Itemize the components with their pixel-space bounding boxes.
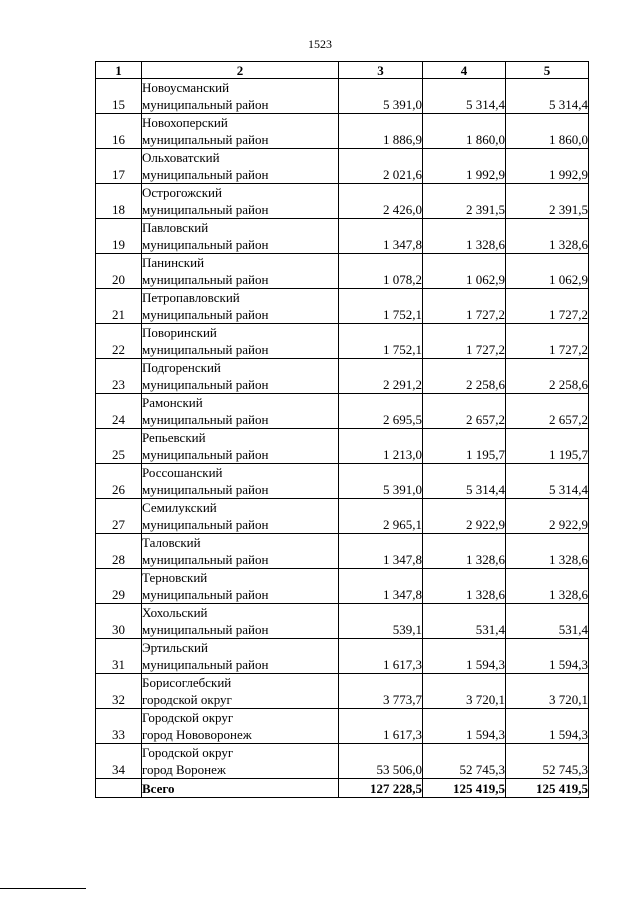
district-name-cell: [142, 289, 339, 324]
row-number: 28: [96, 534, 142, 569]
value-cell-1: 2 426,0: [339, 184, 423, 219]
district-name-cell: [142, 114, 339, 149]
district-name-line-2: муниципальный район: [142, 272, 269, 287]
district-name-cell: [142, 534, 339, 569]
value-cell-1: 1 617,3: [339, 709, 423, 744]
table-row: [96, 604, 589, 639]
district-name-line-2: муниципальный район: [142, 657, 269, 672]
value-cell-1: 1 347,8: [339, 219, 423, 254]
row-number: 26: [96, 464, 142, 499]
table-row: [96, 674, 589, 709]
district-name-line-2: город Воронеж: [142, 762, 226, 777]
total-value-2: 125 419,5: [423, 779, 506, 798]
district-name-cell: [142, 604, 339, 639]
value-cell-3: 52 745,3: [506, 744, 589, 779]
total-row: [96, 779, 589, 798]
value-cell-1: 1 752,1: [339, 324, 423, 359]
district-name-line-1: Новоусманский: [142, 80, 230, 95]
district-name-cell: [142, 639, 339, 674]
value-cell-2: 2 922,9: [423, 499, 506, 534]
table-row: [96, 289, 589, 324]
table-row: [96, 569, 589, 604]
district-name-cell: [142, 79, 339, 114]
district-name-cell: [142, 569, 339, 604]
value-cell-2: 1 860,0: [423, 114, 506, 149]
value-cell-3: 1 594,3: [506, 709, 589, 744]
column-header-value-2: 4: [423, 62, 506, 79]
district-name-cell: [142, 709, 339, 744]
district-name-line-1: Городской округ: [142, 745, 234, 760]
value-cell-3: 1 727,2: [506, 324, 589, 359]
page-number: 1523: [308, 37, 332, 51]
value-cell-1: 53 506,0: [339, 744, 423, 779]
table-row: [96, 79, 589, 114]
value-cell-3: 5 314,4: [506, 79, 589, 114]
value-cell-3: 1 992,9: [506, 149, 589, 184]
district-name-line-1: Петропавловский: [142, 290, 240, 305]
value-cell-3: 3 720,1: [506, 674, 589, 709]
district-name-line-1: Репьевский: [142, 430, 206, 445]
district-name-line-1: Борисоглебский: [142, 675, 232, 690]
table-row: [96, 114, 589, 149]
footnote-separator: [0, 888, 86, 889]
row-number: 15: [96, 79, 142, 114]
district-name-cell: [142, 429, 339, 464]
row-number: 21: [96, 289, 142, 324]
value-cell-2: 2 391,5: [423, 184, 506, 219]
row-number: 17: [96, 149, 142, 184]
district-name-line-2: муниципальный район: [142, 97, 269, 112]
total-label: Всего: [142, 779, 339, 798]
district-name-cell: [142, 674, 339, 709]
district-name-line-2: городской округ: [142, 692, 232, 707]
total-number-cell: [96, 779, 142, 798]
value-cell-1: 1 752,1: [339, 289, 423, 324]
row-number: 32: [96, 674, 142, 709]
value-cell-3: 1 727,2: [506, 289, 589, 324]
row-number: 20: [96, 254, 142, 289]
row-number: 27: [96, 499, 142, 534]
value-cell-2: 2 258,6: [423, 359, 506, 394]
value-cell-3: 1 594,3: [506, 639, 589, 674]
district-name-line-2: муниципальный район: [142, 167, 269, 182]
value-cell-1: 2 965,1: [339, 499, 423, 534]
district-name-line-1: Рамонский: [142, 395, 203, 410]
table-row: [96, 254, 589, 289]
district-name-line-1: Павловский: [142, 220, 209, 235]
value-cell-2: 1 328,6: [423, 569, 506, 604]
district-name-line-1: Хохольский: [142, 605, 208, 620]
table-row: [96, 534, 589, 569]
total-value-3: 125 419,5: [506, 779, 589, 798]
table-row: [96, 464, 589, 499]
value-cell-1: 3 773,7: [339, 674, 423, 709]
table-header-row: [96, 62, 589, 79]
value-cell-2: 1 594,3: [423, 639, 506, 674]
value-cell-1: 1 347,8: [339, 534, 423, 569]
value-cell-2: 1 328,6: [423, 219, 506, 254]
row-number: 16: [96, 114, 142, 149]
district-name-cell: [142, 464, 339, 499]
district-name-line-2: муниципальный район: [142, 377, 269, 392]
value-cell-1: 1 617,3: [339, 639, 423, 674]
district-name-line-2: муниципальный район: [142, 412, 269, 427]
district-name-line-1: Городской округ: [142, 710, 234, 725]
district-name-cell: [142, 254, 339, 289]
district-name-line-1: Острогожский: [142, 185, 222, 200]
table-row: [96, 744, 589, 779]
value-cell-1: 1 347,8: [339, 569, 423, 604]
row-number: 29: [96, 569, 142, 604]
district-name-cell: [142, 394, 339, 429]
value-cell-2: 1 062,9: [423, 254, 506, 289]
table-row: [96, 324, 589, 359]
row-number: 23: [96, 359, 142, 394]
column-header-value-1: 3: [339, 62, 423, 79]
column-header-number: 1: [96, 62, 142, 79]
district-name-line-1: Подгоренский: [142, 360, 221, 375]
value-cell-1: 2 291,2: [339, 359, 423, 394]
value-cell-3: 531,4: [506, 604, 589, 639]
district-name-cell: [142, 324, 339, 359]
value-cell-3: 1 062,9: [506, 254, 589, 289]
district-name-cell: [142, 359, 339, 394]
row-number: 34: [96, 744, 142, 779]
district-name-line-2: муниципальный район: [142, 517, 269, 532]
district-name-cell: [142, 219, 339, 254]
value-cell-2: 1 195,7: [423, 429, 506, 464]
district-name-line-1: Таловский: [142, 535, 201, 550]
district-name-line-2: муниципальный район: [142, 622, 269, 637]
value-cell-2: 1 727,2: [423, 324, 506, 359]
district-name-line-2: муниципальный район: [142, 342, 269, 357]
column-header-value-3: 5: [506, 62, 589, 79]
district-name-line-2: муниципальный район: [142, 132, 269, 147]
total-value-1: 127 228,5: [339, 779, 423, 798]
district-name-cell: [142, 184, 339, 219]
district-name-cell: [142, 744, 339, 779]
value-cell-3: 2 258,6: [506, 359, 589, 394]
value-cell-1: 1 213,0: [339, 429, 423, 464]
district-name-line-1: Поворинский: [142, 325, 217, 340]
value-cell-1: 1 886,9: [339, 114, 423, 149]
table-row: [96, 499, 589, 534]
district-name-line-2: муниципальный район: [142, 202, 269, 217]
district-name-line-2: муниципальный район: [142, 237, 269, 252]
value-cell-1: 1 078,2: [339, 254, 423, 289]
value-cell-2: 531,4: [423, 604, 506, 639]
value-cell-3: 1 328,6: [506, 534, 589, 569]
value-cell-1: 2 695,5: [339, 394, 423, 429]
table-row: [96, 219, 589, 254]
table-body: [96, 79, 589, 798]
value-cell-3: 2 391,5: [506, 184, 589, 219]
value-cell-3: 2 657,2: [506, 394, 589, 429]
value-cell-2: 5 314,4: [423, 464, 506, 499]
value-cell-2: 52 745,3: [423, 744, 506, 779]
value-cell-2: 1 727,2: [423, 289, 506, 324]
table-row: [96, 184, 589, 219]
district-name-cell: [142, 499, 339, 534]
value-cell-3: 1 860,0: [506, 114, 589, 149]
column-header-name: 2: [142, 62, 339, 79]
value-cell-2: 5 314,4: [423, 79, 506, 114]
value-cell-3: 1 195,7: [506, 429, 589, 464]
value-cell-3: 5 314,4: [506, 464, 589, 499]
table-row: [96, 149, 589, 184]
row-number: 24: [96, 394, 142, 429]
value-cell-3: 2 922,9: [506, 499, 589, 534]
row-number: 18: [96, 184, 142, 219]
budget-table: [95, 61, 589, 798]
value-cell-3: 1 328,6: [506, 219, 589, 254]
table-row: [96, 394, 589, 429]
district-name-line-1: Россошанский: [142, 465, 223, 480]
district-name-line-2: город Нововоронеж: [142, 727, 252, 742]
district-name-line-2: муниципальный район: [142, 482, 269, 497]
district-name-line-2: муниципальный район: [142, 447, 269, 462]
row-number: 25: [96, 429, 142, 464]
district-name-line-1: Ольховатский: [142, 150, 220, 165]
row-number: 22: [96, 324, 142, 359]
district-name-line-2: муниципальный район: [142, 587, 269, 602]
district-name-line-2: муниципальный район: [142, 552, 269, 567]
value-cell-1: 2 021,6: [339, 149, 423, 184]
value-cell-2: 1 328,6: [423, 534, 506, 569]
value-cell-1: 539,1: [339, 604, 423, 639]
table-row: [96, 709, 589, 744]
row-number: 31: [96, 639, 142, 674]
table-row: [96, 429, 589, 464]
district-name-line-1: Панинский: [142, 255, 205, 270]
district-name-cell: [142, 149, 339, 184]
row-number: 30: [96, 604, 142, 639]
row-number: 33: [96, 709, 142, 744]
district-name-line-1: Семилукский: [142, 500, 217, 515]
table-row: [96, 359, 589, 394]
value-cell-2: 3 720,1: [423, 674, 506, 709]
row-number: 19: [96, 219, 142, 254]
value-cell-2: 2 657,2: [423, 394, 506, 429]
value-cell-1: 5 391,0: [339, 464, 423, 499]
value-cell-3: 1 328,6: [506, 569, 589, 604]
value-cell-2: 1 992,9: [423, 149, 506, 184]
value-cell-2: 1 594,3: [423, 709, 506, 744]
district-name-line-1: Новохоперский: [142, 115, 228, 130]
district-name-line-1: Эртильский: [142, 640, 208, 655]
value-cell-1: 5 391,0: [339, 79, 423, 114]
table-row: [96, 639, 589, 674]
district-name-line-1: Терновский: [142, 570, 208, 585]
district-name-line-2: муниципальный район: [142, 307, 269, 322]
